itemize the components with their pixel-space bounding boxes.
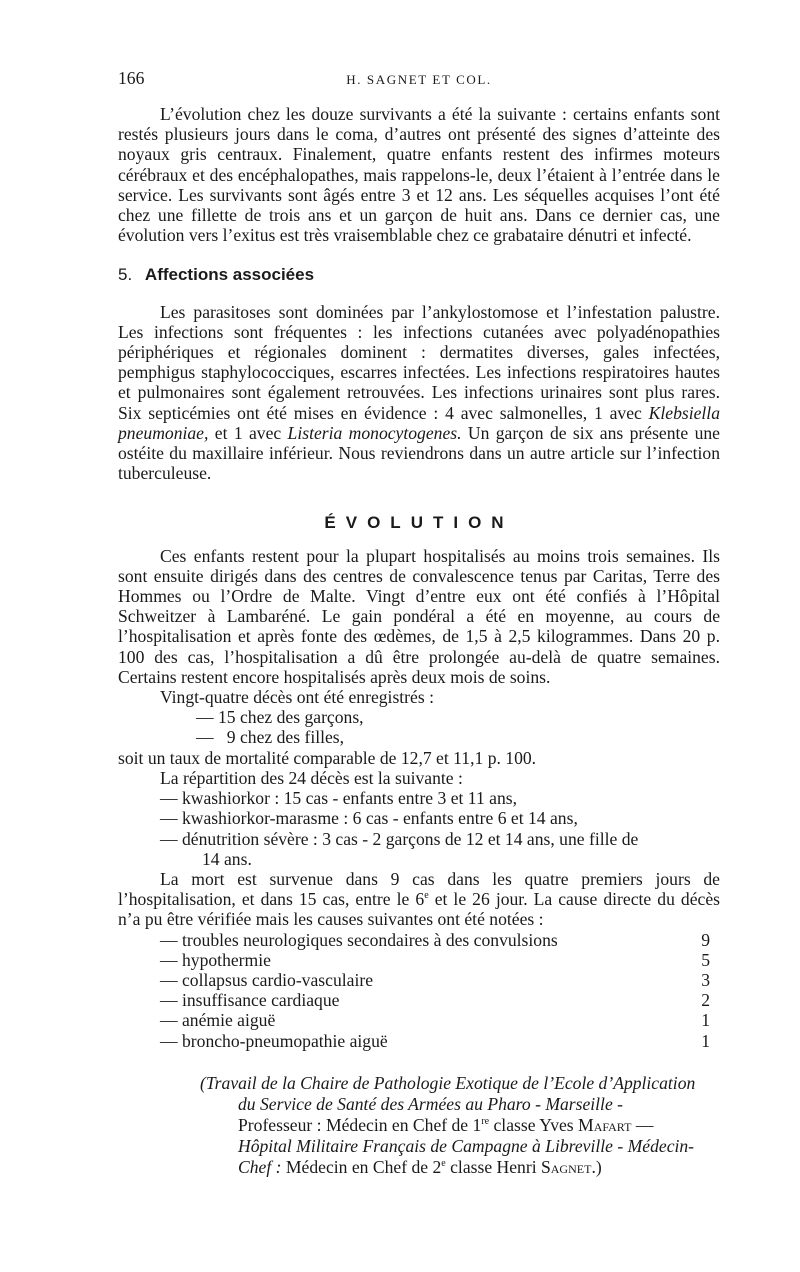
credit-line-block xyxy=(200,1094,720,1115)
cause-label: — broncho-pneumopathie aiguë xyxy=(160,1030,388,1051)
section-heading xyxy=(118,265,720,285)
running-title: H. SAGNET ET COL. xyxy=(346,72,492,87)
credit-line-block xyxy=(200,1136,720,1157)
section-title: Affections associées xyxy=(144,265,315,285)
list-item-text: — kwashiorkor : 15 cas - enfants entre 3 et 11 ans, xyxy=(160,788,517,809)
superscript: re xyxy=(481,1115,490,1127)
distribution-intro: La répartition des 24 décès est la suivante : xyxy=(160,767,463,788)
paragraph-text: et 1 avec xyxy=(208,422,288,443)
credit-line: (Travail de la Chaire de Pathologie Exotique de l’Ecole d’Application xyxy=(200,1072,696,1093)
cause-count: 2 xyxy=(701,990,710,1011)
credit-text: Médecin en Chef de 2 xyxy=(281,1156,442,1177)
cause-count: 1 xyxy=(701,1030,710,1051)
paragraph-text: Les parasitoses sont dominées par l’ankylostomose et l’infestation palustre. Les infections sont fréquentes : les infections cutanées avec polyadénopathies périphériques et régionales dominent : dermatites diverses, gales infectées, pemphigus staphylococciques, escarres infectées. Les infections respiratoires hautes et pulmonaires sont également retrouvées. Les infections urinaires sont plus rares. Six septicémies ont été mises en évidence : 4 avec salmonelles, 1 avec xyxy=(118,301,720,423)
list-item: — 15 chez des garçons, xyxy=(196,707,364,728)
credit-text: Chef : xyxy=(238,1156,282,1177)
cause-count: 5 xyxy=(701,949,710,970)
superscript: e xyxy=(441,1157,446,1169)
credit-line: Hôpital Militaire Français de Campagne à Libreville - Médecin- xyxy=(238,1135,695,1156)
cause-count: 1 xyxy=(701,1010,710,1031)
running-header xyxy=(118,68,720,90)
organism-name: Klebsiella pneumoniae, xyxy=(118,402,720,443)
superscript: e xyxy=(424,890,429,902)
chapter-heading: ÉVOLUTION xyxy=(324,513,514,533)
cause-label: — hypothermie xyxy=(160,949,271,970)
list-item-text: — kwashiorkor-marasme : 6 cas - enfants entre 6 et 14 ans, xyxy=(160,808,578,829)
cause-label: — troubles neurologiques secondaires à des convulsions xyxy=(160,929,558,950)
credit-text: classe Yves xyxy=(489,1114,579,1135)
cause-row xyxy=(118,1031,720,1051)
paragraph-text: et le 26 jour. La cause directe du décès n’a pu être vérifiée mais les causes suivantes ont été notées : xyxy=(118,889,720,930)
cause-row xyxy=(118,930,720,950)
cause-count: 9 xyxy=(701,929,710,950)
cause-label: — insuffisance cardiaque xyxy=(160,990,340,1011)
list-item xyxy=(118,829,720,869)
credit-line-block xyxy=(200,1157,720,1178)
credit-text: — xyxy=(631,1114,654,1135)
associated-infections-paragraph xyxy=(118,302,720,484)
list-item: — 9 chez des filles, xyxy=(196,727,345,748)
cause-row xyxy=(118,970,720,990)
deaths-intro: Vingt-quatre décès ont été enregistrés : xyxy=(160,687,434,708)
credit-text: Professeur : Médecin en Chef de 1 xyxy=(238,1114,482,1135)
credit-line: du Service de Santé des Armées au Pharo - Marseille - xyxy=(238,1093,624,1114)
cause-row xyxy=(118,990,720,1010)
distribution-list xyxy=(118,788,720,869)
evolution-paragraph: Ces enfants restent pour la plupart hospitalisés au moins trois semaines. Ils sont ensuite dirigés dans des centres de convalescence tenus par Caritas, Terre des Hommes ou l’Ordre de Malte. Vingt d’entre eux ont été confiés à l’Hôpital Schweitzer à Lambaréné. Le gain pondéral a été en moyenne, au cours de l’hospitalisation et après fonte des œdèmes, de 1,5 à 2,5 kilogrammes. Dans 20 p. 100 des cas, l’hospitalisation a dû être prolongée au-delà de quatre semaines. Certains restent encore hospitalisés après deux mois de soins. xyxy=(118,545,720,687)
list-item xyxy=(118,808,720,828)
credit-text: .) xyxy=(591,1156,602,1177)
list-item-text: — dénutrition sévère : 3 cas - 2 garçons de 12 et 14 ans, une fille de xyxy=(160,828,639,849)
page-body xyxy=(118,68,720,1178)
list-item xyxy=(118,788,720,808)
organism-name: Listeria monocytogenes. xyxy=(287,422,462,443)
list-item-continuation: 14 ans. xyxy=(202,848,252,869)
cause-label: — anémie aiguë xyxy=(160,1010,276,1031)
credit-line-block xyxy=(200,1115,720,1136)
cause-row xyxy=(118,1010,720,1030)
causes-list xyxy=(118,930,720,1051)
page-number: 166 xyxy=(118,68,145,88)
credit-text: classe Henri xyxy=(445,1156,541,1177)
person-name: Mafart xyxy=(578,1114,632,1135)
cause-count: 3 xyxy=(701,969,710,990)
person-name: Sagnet xyxy=(540,1156,592,1177)
cause-row xyxy=(118,950,720,970)
deaths-list xyxy=(118,707,720,747)
section-number: 5. xyxy=(118,265,133,285)
death-timing-paragraph xyxy=(118,869,720,930)
affiliation-credit xyxy=(118,1073,720,1178)
intro-paragraph: L’évolution chez les douze survivants a été la suivante : certains enfants sont restés plusieurs jours dans le coma, d’autres ont présenté des signes d’atteinte des noyaux gris centraux. Finalement, quatre enfants restent des infirmes moteurs cérébraux et des encéphalopathes, mais rappelons-le, deux l’étaient à l’entrée dans le service. Les survivants sont âgés entre 3 et 12 ans. Les séquelles acquises l’ont été chez une fillette de trois ans et un garçon de huit ans. Dans ce dernier cas, une évolution vers l’exitus est très vraisemblable chez ce grabataire dénutri et infecté. xyxy=(118,104,720,246)
paragraph-text: La mort est survenue dans 9 cas dans les quatre premiers jours de l’hospitalisation, et dans 15 cas, entre le 6 xyxy=(118,868,720,910)
cause-label: — collapsus cardio-vasculaire xyxy=(160,969,373,990)
paragraph-text: Un garçon de six ans présente une ostéite du maxillaire inférieur. Nous reviendrons dans un autre article sur l’infection tuberculeuse. xyxy=(118,422,720,484)
mortality-line: soit un taux de mortalité comparable de 12,7 et 11,1 p. 100. xyxy=(118,747,537,768)
